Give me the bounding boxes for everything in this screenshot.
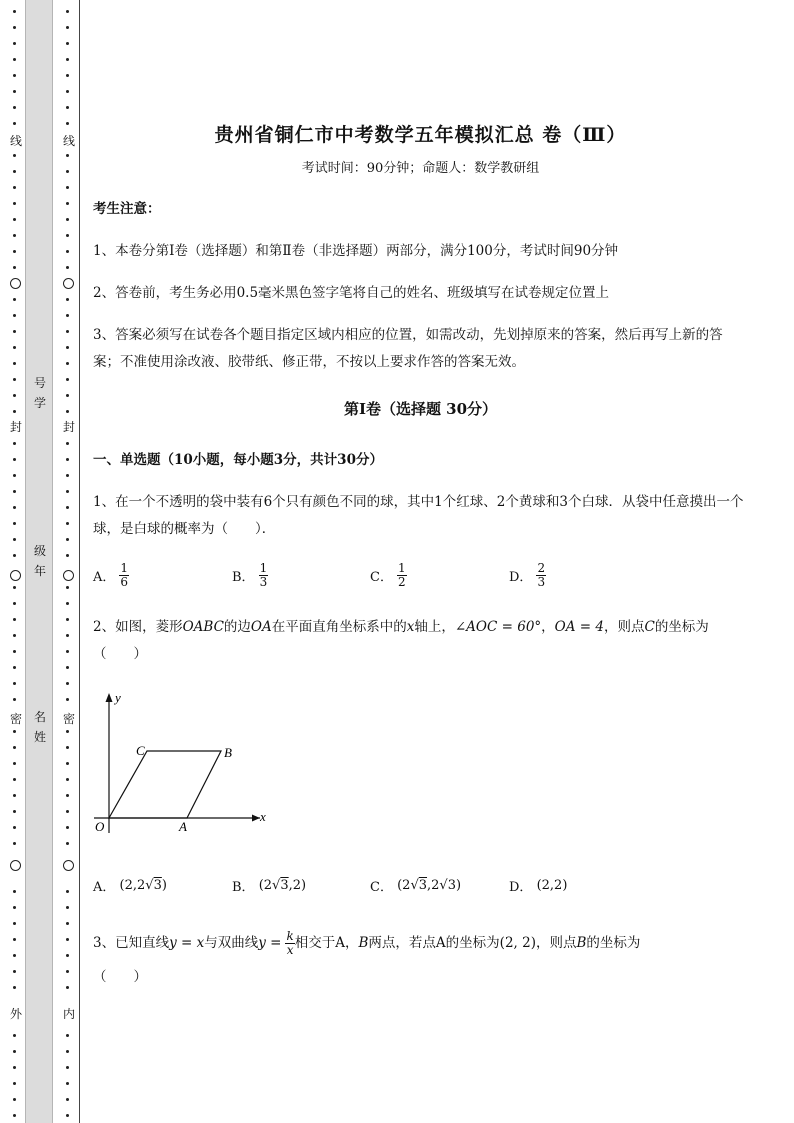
y-axis-arrow (106, 693, 113, 702)
margin-label: 内 (62, 1007, 75, 1021)
question-2-text (93, 614, 748, 668)
margin-dot (66, 1066, 69, 1069)
fraction (397, 562, 407, 589)
margin-dot (13, 1066, 16, 1069)
q2-option-b[interactable] (232, 876, 306, 895)
notice-heading: 考生注意： (93, 201, 161, 217)
numerator: 1 (259, 561, 268, 575)
radicand: 3 (280, 878, 289, 893)
margin-dot (66, 762, 69, 765)
margin-dot (66, 458, 69, 461)
margin-dot (13, 378, 16, 381)
q2-text-part: 轴上， (414, 619, 455, 635)
option-expr: ,2√3) (427, 878, 462, 893)
binding-margin-right (62, 0, 76, 1123)
option-letter: B． (232, 880, 255, 895)
margin-dot (66, 58, 69, 61)
margin-dot (13, 106, 16, 109)
margin-dot (13, 410, 16, 413)
margin-dot (66, 394, 69, 397)
margin-dot (66, 682, 69, 685)
margin-dot (13, 122, 16, 125)
margin-dot (66, 122, 69, 125)
q2-shape-name: OABC (182, 619, 224, 635)
margin-dot (13, 250, 16, 253)
strip-label-ming: 名 (33, 710, 46, 724)
margin-dot (13, 170, 16, 173)
margin-dot (66, 250, 69, 253)
margin-dot (13, 666, 16, 669)
margin-dot (66, 1050, 69, 1053)
margin-dot (66, 746, 69, 749)
margin-dot (13, 1098, 16, 1101)
margin-dot (13, 826, 16, 829)
margin-dot (66, 586, 69, 589)
q3-point-b: B (358, 935, 369, 951)
margin-dot (13, 202, 16, 205)
margin-dot (66, 346, 69, 349)
q3-text-part: ，则点 (535, 935, 577, 951)
margin-dot (66, 506, 69, 509)
q2-axis-name: x (406, 619, 415, 635)
strip-label-nian: 年 (33, 564, 46, 578)
q2-text-part: ， (541, 619, 555, 635)
margin-dot (13, 890, 16, 893)
sqrt-sign: √ (272, 878, 281, 893)
margin-dot (66, 1098, 69, 1101)
q3-text-part: 相交于A， (294, 935, 359, 951)
q2-point-name: C (644, 619, 655, 635)
q3-hyperbola-fraction (285, 930, 294, 957)
margin-dot (66, 602, 69, 605)
margin-dot (13, 938, 16, 941)
margin-dot (13, 618, 16, 621)
margin-dot (66, 634, 69, 637)
margin-dot (66, 954, 69, 957)
margin-dot (66, 314, 69, 317)
part-heading: 一、单选题（10小题，每小题3分，共计30分） (93, 452, 383, 468)
notice-item-2: 2、答卷前，考生务必用0.5毫米黑色签字笔将自己的姓名、班级填写在试卷规定位置上 (93, 285, 610, 301)
margin-dot (13, 490, 16, 493)
exam-info: 考试时间：90分钟；命题人：数学教研组 (301, 161, 540, 176)
margin-dot (13, 474, 16, 477)
denominator: 2 (397, 575, 406, 589)
q2-text-part: ，则点 (603, 619, 645, 635)
margin-dot (13, 730, 16, 733)
margin-dot (13, 1114, 16, 1117)
label-x: x (260, 809, 266, 824)
q2-length: OA = 4 (554, 619, 604, 635)
q3-text-part: 的坐标为 (586, 935, 641, 951)
option-expr: ) (161, 878, 167, 893)
margin-dot (66, 650, 69, 653)
margin-dot (66, 74, 69, 77)
margin-dot (66, 778, 69, 781)
margin-dot (13, 682, 16, 685)
q3-line-eq: y = x (169, 935, 205, 951)
margin-dot (13, 586, 16, 589)
q2-text-part: 在平面直角坐标系中的 (271, 619, 407, 635)
rhombus-figure (90, 685, 280, 840)
margin-dot (66, 266, 69, 269)
option-letter: D． (509, 570, 533, 585)
margin-dot (66, 298, 69, 301)
option-expr: (2,2) (536, 878, 568, 893)
margin-dot (66, 154, 69, 157)
margin-dot (66, 1114, 69, 1117)
margin-dot (13, 922, 16, 925)
q2-option-d[interactable] (509, 876, 567, 895)
margin-dot (13, 58, 16, 61)
q1-option-d[interactable] (509, 562, 546, 589)
strip-label-hao: 号 (33, 376, 46, 390)
margin-dot (13, 346, 16, 349)
margin-circle (10, 278, 21, 289)
fraction (119, 562, 129, 589)
binding-margin-left (9, 0, 23, 1123)
student-info-strip (25, 0, 53, 1123)
q2-side-name: OA (250, 619, 272, 635)
option-letter: A． (93, 570, 116, 585)
answer-blank: （ ） (93, 969, 147, 985)
margin-dot (66, 890, 69, 893)
margin-dot (13, 74, 16, 77)
margin-dot (13, 810, 16, 813)
margin-dot (66, 106, 69, 109)
margin-dot (13, 842, 16, 845)
q1-option-a[interactable] (93, 562, 129, 589)
margin-dot (13, 458, 16, 461)
strip-label-ji: 级 (33, 544, 46, 558)
margin-label: 密 (62, 712, 75, 726)
fraction (259, 562, 269, 589)
q2-text-part: 2、如图，菱形 (93, 619, 183, 635)
margin-dot (13, 26, 16, 29)
margin-dot (13, 698, 16, 701)
margin-dot (13, 522, 16, 525)
option-expr: (2 (258, 878, 273, 893)
margin-dot (66, 618, 69, 621)
margin-dot (13, 762, 16, 765)
option-letter: C． (370, 880, 393, 895)
margin-dot (13, 394, 16, 397)
margin-label: 线 (62, 134, 75, 148)
margin-label: 密 (9, 712, 22, 726)
margin-dot (66, 26, 69, 29)
margin-circle (63, 570, 74, 581)
margin-dot (66, 10, 69, 13)
margin-dot (13, 90, 16, 93)
sqrt-sign: √ (410, 878, 419, 893)
option-expr: ,2) (288, 878, 307, 893)
section-title: 第Ⅰ卷（选择题 30分） (343, 400, 498, 418)
margin-label: 封 (9, 420, 22, 434)
strip-label-xue: 学 (33, 396, 46, 410)
q3-text-part: 两点，若点A的坐标为 (368, 935, 500, 951)
margin-dot (13, 314, 16, 317)
label-o: O (95, 819, 105, 834)
margin-dot (66, 522, 69, 525)
margin-dot (13, 298, 16, 301)
q3-coord-a: (2, 2) (499, 935, 536, 951)
margin-dot (66, 730, 69, 733)
denominator: 3 (259, 575, 268, 589)
margin-dot (66, 938, 69, 941)
margin-dot (66, 362, 69, 365)
margin-dot (66, 410, 69, 413)
margin-dot (13, 554, 16, 557)
q2-option-a[interactable] (93, 876, 167, 895)
answer-blank: （ ） (93, 646, 147, 662)
margin-dot (13, 42, 16, 45)
notice-item-3: 3、答案必须写在试卷各个题目指定区域内相应的位置，如需改动，先划掉原来的答案，然后再写上新的答案；不准使用涂改液、胶带纸、修正带，不按以上要求作答的答案无效。 (93, 327, 723, 370)
margin-dot (13, 186, 16, 189)
margin-dot (66, 970, 69, 973)
sqrt-sign: √ (145, 878, 154, 893)
numerator: 1 (120, 561, 129, 575)
margin-dot (13, 218, 16, 221)
margin-dot (13, 906, 16, 909)
q2-text-part: 的坐标为 (654, 619, 709, 635)
margin-dot (66, 490, 69, 493)
margin-dot (13, 634, 16, 637)
margin-circle (63, 278, 74, 289)
q1-option-b[interactable] (232, 562, 268, 589)
option-letter: C． (370, 570, 393, 585)
margin-dot (13, 362, 16, 365)
margin-dot (66, 1034, 69, 1037)
x-axis-arrow (252, 815, 260, 822)
margin-dot (66, 826, 69, 829)
option-expr: (2,2 (119, 878, 146, 893)
margin-dot (13, 442, 16, 445)
denominator: x (286, 943, 294, 957)
margin-dot (13, 1050, 16, 1053)
option-expr: (2 (397, 878, 411, 893)
q3-hyperbola-lhs: y = (258, 935, 282, 951)
q2-text-part: 的边 (223, 619, 251, 635)
margin-dot (66, 698, 69, 701)
page-title: 贵州省铜仁市中考数学五年模拟汇总 卷（Ⅲ） (214, 124, 627, 146)
margin-dot (66, 378, 69, 381)
q3-text-part: 与双曲线 (204, 935, 259, 951)
margin-dot (66, 842, 69, 845)
margin-circle (10, 570, 21, 581)
margin-dot (13, 986, 16, 989)
margin-dot (66, 986, 69, 989)
option-letter: B． (232, 570, 255, 585)
notice-item-1: 1、本卷分第Ⅰ卷（选择题）和第Ⅱ卷（非选择题）两部分，满分100分，考试时间90分钟 (93, 243, 619, 259)
margin-dot (66, 186, 69, 189)
margin-dot (13, 154, 16, 157)
q2-option-c[interactable] (370, 876, 461, 895)
margin-dot (66, 1082, 69, 1085)
margin-circle (10, 860, 21, 871)
margin-dot (13, 602, 16, 605)
strip-label-xing: 姓 (33, 730, 46, 744)
rhombus-oabc (109, 751, 221, 818)
margin-dot (66, 234, 69, 237)
label-b: B (224, 745, 232, 760)
radicand: 3 (153, 878, 162, 893)
label-c: C (136, 743, 145, 758)
margin-dot (66, 170, 69, 173)
margin-dot (66, 330, 69, 333)
margin-label: 线 (9, 134, 22, 148)
margin-dot (13, 954, 16, 957)
margin-dot (66, 202, 69, 205)
label-a: A (179, 819, 187, 834)
margin-dot (13, 234, 16, 237)
question-3-text (93, 926, 748, 994)
q1-option-c[interactable] (370, 562, 407, 589)
margin-dot (66, 90, 69, 93)
label-y: y (115, 690, 121, 705)
margin-dot (66, 554, 69, 557)
margin-dot (13, 746, 16, 749)
margin-circle (63, 860, 74, 871)
margin-dot (13, 266, 16, 269)
margin-dot (66, 538, 69, 541)
margin-dot (13, 794, 16, 797)
margin-dot (13, 538, 16, 541)
margin-dot (66, 794, 69, 797)
margin-dot (13, 10, 16, 13)
option-letter: D． (509, 880, 533, 895)
fraction (536, 562, 546, 589)
numerator: 1 (397, 561, 406, 575)
margin-dot (66, 810, 69, 813)
margin-label: 封 (62, 420, 75, 434)
margin-label: 外 (9, 1007, 22, 1021)
margin-dot (66, 666, 69, 669)
margin-dot (13, 650, 16, 653)
margin-dot (13, 778, 16, 781)
margin-dot (13, 506, 16, 509)
q3-point-b: B (576, 935, 587, 951)
q2-angle: ∠AOC = 60° (454, 619, 542, 635)
margin-dot (66, 922, 69, 925)
option-letter: A． (93, 880, 116, 895)
denominator: 6 (120, 575, 129, 589)
margin-dot (66, 474, 69, 477)
binding-line (79, 0, 80, 1123)
margin-dot (13, 330, 16, 333)
numerator: k (286, 929, 294, 943)
margin-dot (66, 218, 69, 221)
margin-dot (13, 970, 16, 973)
q3-text-part: 3、已知直线 (93, 935, 170, 951)
question-1-text: 1、在一个不透明的袋中装有6个只有颜色不同的球，其中1个红球、2个黄球和3个白球．从袋中任意摸出一个球，是白球的概率为（ ）． (93, 494, 744, 537)
numerator: 2 (537, 561, 546, 575)
margin-dot (66, 442, 69, 445)
margin-dot (66, 42, 69, 45)
margin-dot (13, 1034, 16, 1037)
denominator: 3 (537, 575, 546, 589)
margin-dot (66, 906, 69, 909)
radicand: 3 (418, 878, 428, 893)
margin-dot (13, 1082, 16, 1085)
